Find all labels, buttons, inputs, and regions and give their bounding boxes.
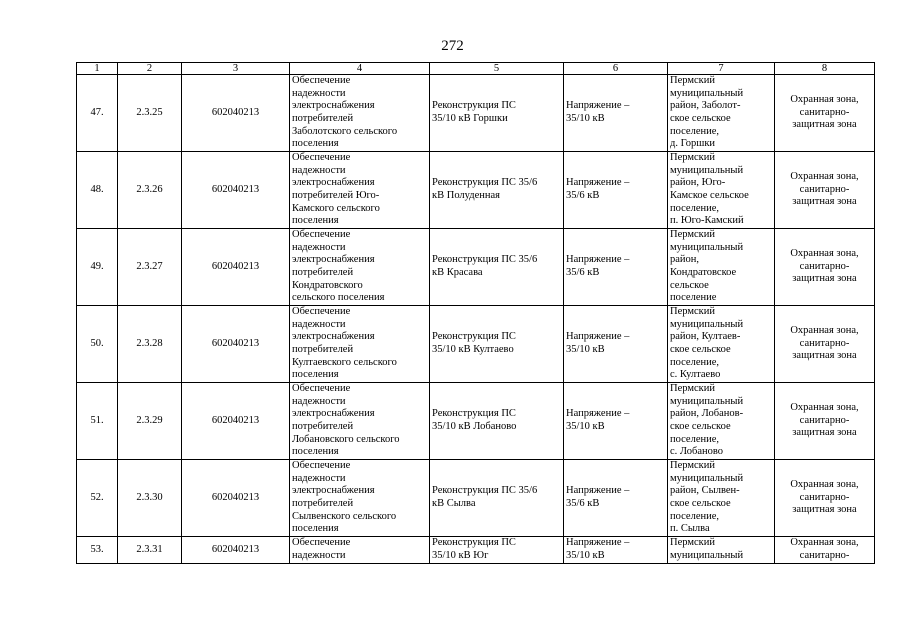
- row-object: [430, 306, 564, 383]
- table-row: [77, 152, 875, 229]
- row-location: [668, 460, 775, 537]
- location-text: Пермский муниципальный район, Култаев- ское сельское поселение, с. Култаево: [670, 306, 744, 381]
- table-header-row: [77, 63, 875, 75]
- row-purpose: [290, 460, 430, 537]
- parameter-text: Напряжение – 35/6 кВ: [566, 177, 630, 201]
- row-number: 50.: [77, 306, 118, 383]
- header-cell-2: 2: [118, 63, 182, 75]
- zone-text: Охранная зона, санитарно- защитная зона: [790, 94, 859, 131]
- object-text: Реконструкция ПС 35/6 кВ Полуденная: [432, 177, 538, 201]
- row-parameter: [564, 537, 668, 564]
- row-zone: [775, 229, 875, 306]
- row-parameter: [564, 460, 668, 537]
- location-text: Пермский муниципальный район, Сылвен- ское сельское поселение, п. Сылва: [670, 460, 744, 535]
- zone-text: Охранная зона, санитарно- защитная зона: [790, 248, 859, 285]
- row-number: 47.: [77, 75, 118, 152]
- row-zone: [775, 383, 875, 460]
- row-id: 602040213: [182, 229, 290, 306]
- location-text: Пермский муниципальный район, Заболот- ское сельское поселение, д. Горшки: [670, 75, 744, 150]
- zone-text: Охранная зона, санитарно- защитная зона: [790, 402, 859, 439]
- table-row: [77, 460, 875, 537]
- row-code: 2.3.27: [118, 229, 182, 306]
- row-id: 602040213: [182, 75, 290, 152]
- row-code: 2.3.25: [118, 75, 182, 152]
- purpose-text: Обеспечение надежности: [292, 537, 351, 561]
- planning-table: [76, 62, 875, 564]
- row-purpose: [290, 229, 430, 306]
- row-purpose: [290, 306, 430, 383]
- row-code: 2.3.30: [118, 460, 182, 537]
- object-text: Реконструкция ПС 35/6 кВ Красава: [432, 254, 538, 278]
- row-number: 49.: [77, 229, 118, 306]
- object-text: Реконструкция ПС 35/10 кВ Горшки: [432, 100, 516, 124]
- row-code: 2.3.31: [118, 537, 182, 564]
- row-location: [668, 75, 775, 152]
- parameter-text: Напряжение – 35/10 кВ: [566, 331, 630, 355]
- row-location: [668, 229, 775, 306]
- row-location: [668, 152, 775, 229]
- row-location: [668, 383, 775, 460]
- parameter-text: Напряжение – 35/6 кВ: [566, 254, 630, 278]
- object-text: Реконструкция ПС 35/6 кВ Сылва: [432, 485, 538, 509]
- table-row: [77, 383, 875, 460]
- parameter-text: Напряжение – 35/6 кВ: [566, 485, 630, 509]
- row-location: [668, 537, 775, 564]
- row-object: [430, 460, 564, 537]
- parameter-text: Напряжение – 35/10 кВ: [566, 408, 630, 432]
- header-cell-1: 1: [77, 63, 118, 75]
- row-purpose: [290, 383, 430, 460]
- row-object: [430, 229, 564, 306]
- location-text: Пермский муниципальный район, Юго- Камское сельское поселение, п. Юго-Камский: [670, 152, 749, 227]
- row-object: [430, 537, 564, 564]
- header-cell-3: 3: [182, 63, 290, 75]
- row-object: [430, 152, 564, 229]
- purpose-text: Обеспечение надежности электроснабжения потребителей Сылвенского сельского поселения: [292, 460, 397, 535]
- row-zone: [775, 306, 875, 383]
- row-code: 2.3.28: [118, 306, 182, 383]
- table-row: [77, 75, 875, 152]
- row-code: 2.3.26: [118, 152, 182, 229]
- row-zone: [775, 75, 875, 152]
- purpose-text: Обеспечение надежности электроснабжения потребителей Заболотского сельского поселения: [292, 75, 398, 150]
- row-id: 602040213: [182, 383, 290, 460]
- row-parameter: [564, 229, 668, 306]
- parameter-text: Напряжение – 35/10 кВ: [566, 100, 630, 124]
- row-parameter: [564, 383, 668, 460]
- row-purpose: [290, 537, 430, 564]
- zone-text: Охранная зона, санитарно- защитная зона: [790, 479, 859, 516]
- location-text: Пермский муниципальный район, Кондратовское сельское поселение: [670, 229, 744, 304]
- row-id: 602040213: [182, 537, 290, 564]
- object-text: Реконструкция ПС 35/10 кВ Юг: [432, 537, 516, 561]
- object-text: Реконструкция ПС 35/10 кВ Лобаново: [432, 408, 517, 432]
- table-row: [77, 306, 875, 383]
- row-number: 51.: [77, 383, 118, 460]
- row-number: 48.: [77, 152, 118, 229]
- row-object: [430, 383, 564, 460]
- purpose-text: Обеспечение надежности электроснабжения потребителей Кондратовского сельского поселения: [292, 229, 385, 304]
- header-cell-6: 6: [564, 63, 668, 75]
- row-id: 602040213: [182, 460, 290, 537]
- location-text: Пермский муниципальный район, Лобанов- ское сельское поселение, с. Лобаново: [670, 383, 744, 458]
- parameter-text: Напряжение – 35/10 кВ: [566, 537, 630, 561]
- row-location: [668, 306, 775, 383]
- row-object: [430, 75, 564, 152]
- header-cell-8: 8: [775, 63, 875, 75]
- table-row: [77, 229, 875, 306]
- row-purpose: [290, 75, 430, 152]
- zone-text: Охранная зона, санитарно-: [790, 537, 859, 561]
- zone-text: Охранная зона, санитарно- защитная зона: [790, 171, 859, 208]
- object-text: Реконструкция ПС 35/10 кВ Култаево: [432, 331, 516, 355]
- location-text: Пермский муниципальный: [670, 537, 744, 561]
- table-row: [77, 537, 875, 564]
- row-purpose: [290, 152, 430, 229]
- row-parameter: [564, 152, 668, 229]
- purpose-text: Обеспечение надежности электроснабжения потребителей Юго- Камского сельского поселения: [292, 152, 380, 227]
- purpose-text: Обеспечение надежности электроснабжения потребителей Култаевского сельского поселения: [292, 306, 397, 381]
- row-zone: [775, 537, 875, 564]
- header-cell-7: 7: [668, 63, 775, 75]
- row-parameter: [564, 306, 668, 383]
- row-zone: [775, 152, 875, 229]
- page-number: 272: [441, 38, 464, 54]
- header-cell-4: 4: [290, 63, 430, 75]
- row-number: 52.: [77, 460, 118, 537]
- row-code: 2.3.29: [118, 383, 182, 460]
- row-id: 602040213: [182, 152, 290, 229]
- zone-text: Охранная зона, санитарно- защитная зона: [790, 325, 859, 362]
- row-parameter: [564, 75, 668, 152]
- purpose-text: Обеспечение надежности электроснабжения потребителей Лобановского сельского поселения: [292, 383, 400, 458]
- row-id: 602040213: [182, 306, 290, 383]
- header-cell-5: 5: [430, 63, 564, 75]
- row-number: 53.: [77, 537, 118, 564]
- row-zone: [775, 460, 875, 537]
